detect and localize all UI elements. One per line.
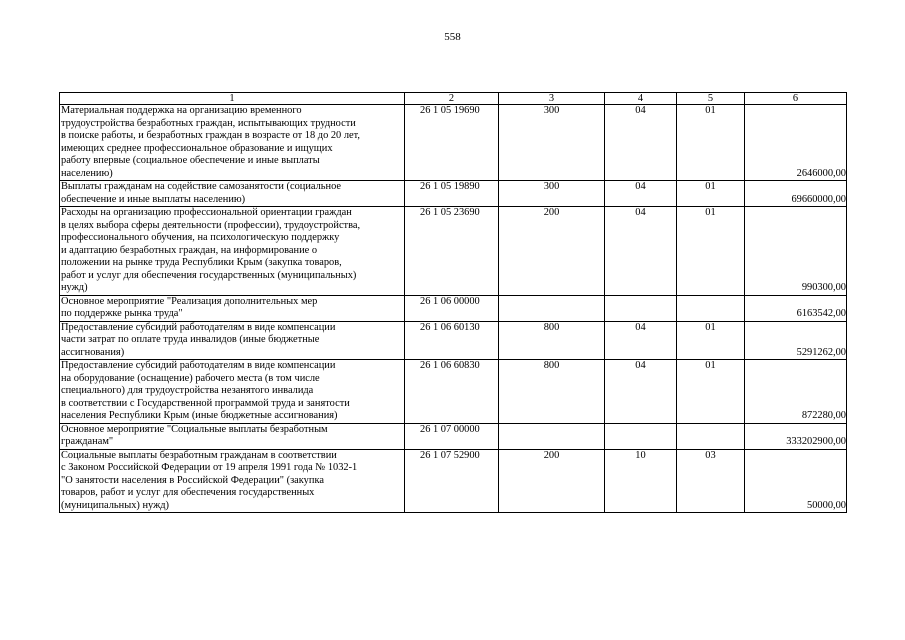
header-cell-4: 4 [605,93,677,105]
header-cell-3: 3 [499,93,605,105]
header-cell-6: 6 [745,93,847,105]
row-subsection-cell [677,423,745,449]
row-code-cell: 26 1 07 52900 [405,449,499,513]
row-name-cell: Предоставление субсидий работодателям в виде компенсации на оборудование (оснащение) рабочего места (в том числе специального) для трудоустройства незанятого инвалида в соответствии с Государственной программой труда и занятости населения Республики Крым (иные бюджетные ассигнования) [60,360,405,424]
table-header-row [60,93,847,105]
row-subsection-cell [677,295,745,321]
row-sum-cell: 5291262,00 [745,321,847,360]
row-code-cell: 26 1 05 19890 [405,181,499,207]
row-sum-cell: 50000,00 [745,449,847,513]
table-row [60,321,847,360]
row-code-cell: 26 1 07 00000 [405,423,499,449]
row-subsection-cell: 01 [677,321,745,360]
table-row [60,449,847,513]
row-expense-type-cell: 300 [499,181,605,207]
row-sum-cell: 333202900,00 [745,423,847,449]
row-subsection-cell: 01 [677,360,745,424]
row-section-cell: 04 [605,360,677,424]
row-name-cell: Материальная поддержка на организацию временного трудоустройства безработных граждан, испытывающих трудности в поиске работы, и безработных граждан в возрасте от 18 до 20 лет, имеющих среднее профессиональное образование и ищущих работу впервые (социальное обеспечение и иные выплаты населению) [60,105,405,181]
row-section-cell: 04 [605,105,677,181]
budget-table [59,92,847,513]
row-code-cell: 26 1 06 00000 [405,295,499,321]
row-code-cell: 26 1 06 60130 [405,321,499,360]
row-code-cell: 26 1 05 19690 [405,105,499,181]
row-section-cell: 10 [605,449,677,513]
row-name-cell: Предоставление субсидий работодателям в виде компенсации части затрат по оплате труда инвалидов (иные бюджетные ассигнования) [60,321,405,360]
row-expense-type-cell: 800 [499,360,605,424]
row-expense-type-cell [499,423,605,449]
row-section-cell: 04 [605,207,677,296]
row-code-cell: 26 1 05 23690 [405,207,499,296]
row-name-cell: Основное мероприятие "Социальные выплаты безработным гражданам" [60,423,405,449]
row-section-cell [605,295,677,321]
row-expense-type-cell: 300 [499,105,605,181]
row-code-cell: 26 1 06 60830 [405,360,499,424]
row-sum-cell: 6163542,00 [745,295,847,321]
row-expense-type-cell: 200 [499,207,605,296]
row-expense-type-cell: 200 [499,449,605,513]
table-row [60,360,847,424]
table-row [60,207,847,296]
row-section-cell: 04 [605,181,677,207]
table-row [60,181,847,207]
row-section-cell: 04 [605,321,677,360]
table-row [60,105,847,181]
header-cell-1: 1 [60,93,405,105]
row-expense-type-cell [499,295,605,321]
row-section-cell [605,423,677,449]
row-subsection-cell: 01 [677,105,745,181]
row-name-cell: Выплаты гражданам на содействие самозанятости (социальное обеспечение и иные выплаты населению) [60,181,405,207]
table-row [60,423,847,449]
row-name-cell: Основное мероприятие "Реализация дополнительных мер по поддержке рынка труда" [60,295,405,321]
row-sum-cell: 2646000,00 [745,105,847,181]
row-name-cell: Социальные выплаты безработным гражданам в соответствии с Законом Российской Федерации от 19 апреля 1991 года № 1032-1 "О занятости населения в Российской Федерации" (закупка товаров, работ и услуг для обеспечения государственных (муниципальных) нужд) [60,449,405,513]
header-cell-5: 5 [677,93,745,105]
row-name-cell: Расходы на организацию профессиональной ориентации граждан в целях выбора сферы деятельности (профессии), трудоустройства, профессионального обучения, на психологическую поддержку и адаптацию безработных граждан, на информирование о положении на рынке труда Республики Крым (закупка товаров, работ и услуг для обеспечения государственных (муниципальных) нужд) [60,207,405,296]
row-subsection-cell: 01 [677,207,745,296]
row-sum-cell: 990300,00 [745,207,847,296]
header-cell-2: 2 [405,93,499,105]
page-number: 558 [444,31,461,43]
row-sum-cell: 872280,00 [745,360,847,424]
row-subsection-cell: 03 [677,449,745,513]
row-expense-type-cell: 800 [499,321,605,360]
table-row [60,295,847,321]
row-subsection-cell: 01 [677,181,745,207]
row-sum-cell: 69660000,00 [745,181,847,207]
